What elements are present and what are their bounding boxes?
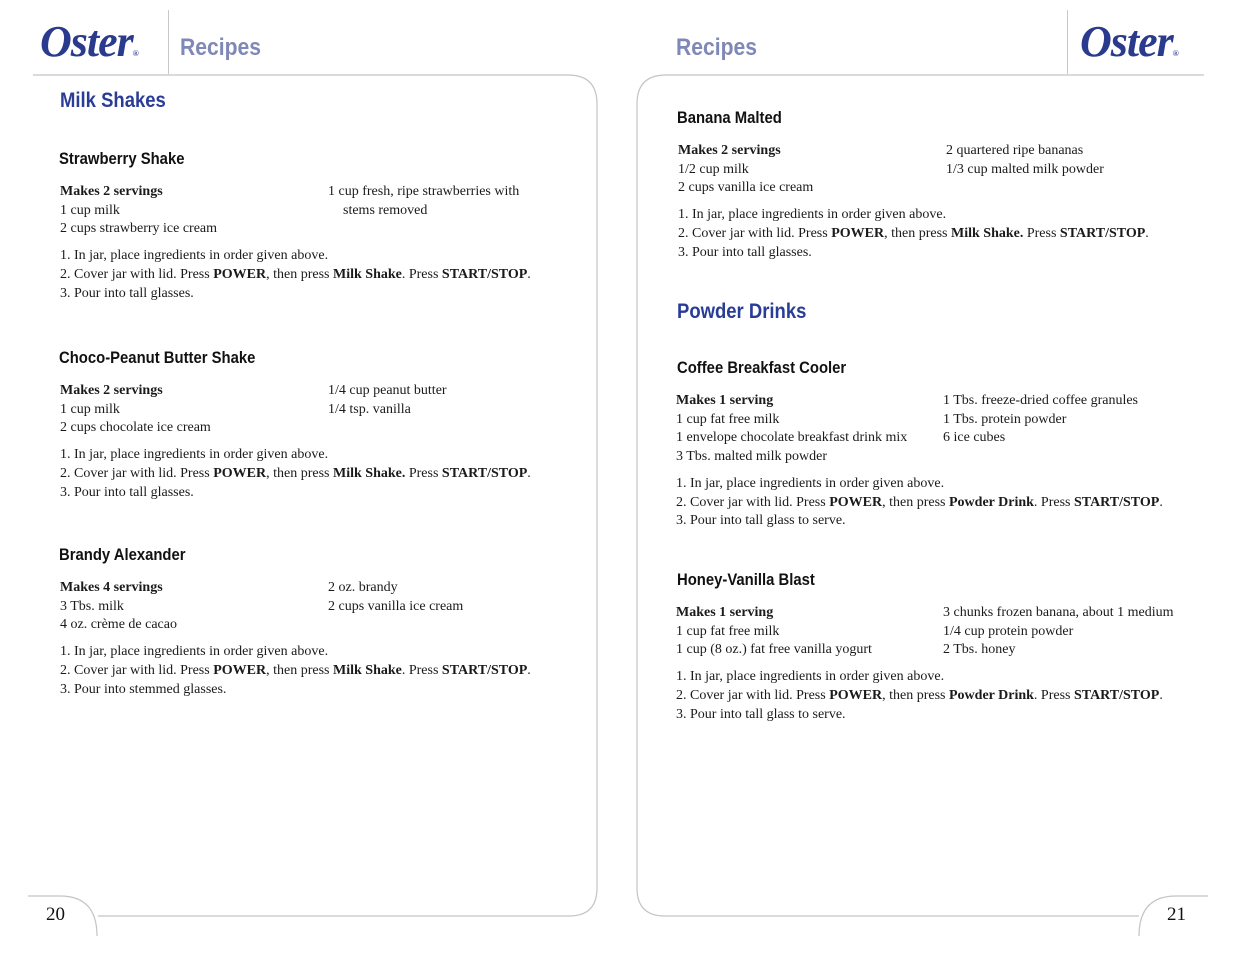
instruction-step: 1. In jar, place ingredients in order given above. [60, 644, 329, 660]
ingredient: 2 oz. brandy [328, 580, 398, 595]
instruction-text: , then press [882, 687, 949, 703]
button-name: Milk Shake [333, 266, 402, 282]
instruction-text: . Press [1033, 687, 1074, 703]
instruction-text: 2. Cover jar with lid. Press [676, 494, 830, 510]
instruction-text: . Press [401, 662, 442, 678]
ingredient: 2 quartered ripe bananas [946, 143, 1084, 158]
instruction-text: , then press [882, 494, 949, 510]
servings-label: Makes 4 servings [60, 580, 163, 595]
ingredient: 4 oz. crème de cacao [60, 617, 177, 633]
instruction-text: . Press [1033, 494, 1074, 510]
ingredient: 2 cups vanilla ice cream [678, 180, 814, 196]
instruction-step: 1. In jar, place ingredients in order given above. [676, 669, 945, 685]
ingredient: 1 cup (8 oz.) fat free vanilla yogurt [676, 642, 872, 658]
button-name: Milk Shake. [333, 465, 406, 481]
oster-logo: Oster® [40, 17, 138, 66]
recipe-title: Honey-Vanilla Blast [677, 571, 815, 589]
button-name: POWER [829, 494, 883, 510]
ingredient: stems removed [343, 202, 428, 218]
ingredient: 2 cups chocolate ice cream [60, 420, 211, 436]
instruction-text: . [1145, 225, 1149, 241]
button-name: Powder Drink [949, 494, 1034, 510]
recipe-title: Brandy Alexander [59, 546, 186, 564]
recipe-title: Coffee Breakfast Cooler [677, 359, 847, 377]
button-name: START/STOP [1059, 225, 1146, 241]
instruction-step: 3. Pour into tall glass to serve. [676, 513, 846, 529]
instruction-text: , then press [266, 662, 333, 678]
ingredient: 1 cup fat free milk [676, 623, 780, 639]
ingredient: 1 cup fresh, ripe strawberries with [328, 184, 520, 199]
instruction-text: . [527, 266, 531, 282]
instruction-step: 1. In jar, place ingredients in order given above. [60, 248, 329, 264]
ingredient: 1 envelope chocolate breakfast drink mix [676, 430, 908, 446]
ingredient: 1 cup milk [60, 202, 120, 218]
button-name: POWER [831, 225, 885, 241]
button-name: POWER [213, 266, 267, 282]
instruction-step: 3. Pour into tall glasses. [678, 244, 812, 260]
servings-label: Makes 2 servings [60, 383, 163, 398]
button-name: START/STOP [441, 465, 528, 481]
instruction-text: 2. Cover jar with lid. Press [60, 465, 214, 481]
instruction-text: Press [405, 465, 442, 481]
button-name: START/STOP [1073, 494, 1160, 510]
recipe-title: Choco-Peanut Butter Shake [59, 349, 256, 367]
page-number: 21 [1167, 904, 1186, 925]
ingredient: 3 chunks frozen banana, about 1 medium [943, 605, 1174, 620]
section-title-powder-drinks: Powder Drinks [677, 300, 807, 323]
instruction-step [676, 494, 1163, 513]
instruction-text: 2. Cover jar with lid. Press [676, 687, 830, 703]
ingredient: 6 ice cubes [943, 430, 1006, 446]
recipe-title: Banana Malted [677, 109, 782, 127]
servings-label: Makes 1 serving [676, 605, 774, 620]
button-name: POWER [213, 465, 267, 481]
button-name: POWER [213, 662, 267, 678]
instruction-step: 1. In jar, place ingredients in order given above. [678, 207, 947, 223]
ingredient: 1/4 cup protein powder [943, 623, 1074, 639]
button-name: START/STOP [441, 266, 528, 282]
ingredient: 3 Tbs. milk [60, 598, 124, 614]
ingredient: 1/2 cup milk [678, 161, 749, 177]
instruction-text: . [1159, 687, 1163, 703]
instruction-text: , then press [884, 225, 951, 241]
instruction-step: 1. In jar, place ingredients in order given above. [60, 447, 329, 463]
instruction-text: . [1159, 494, 1163, 510]
instruction-step [60, 266, 531, 285]
section-title-milk-shakes: Milk Shakes [60, 89, 166, 112]
ingredient: 2 cups vanilla ice cream [328, 598, 464, 614]
instruction-text: , then press [266, 266, 333, 282]
header-title: Recipes [676, 34, 758, 61]
ingredient: 2 cups strawberry ice cream [60, 221, 218, 237]
instruction-text: . [527, 465, 531, 481]
ingredient: 1 cup milk [60, 401, 120, 417]
instruction-step: 3. Pour into tall glasses. [60, 484, 194, 500]
instruction-step [60, 662, 531, 681]
ingredient: 1 Tbs. protein powder [943, 411, 1067, 427]
instruction-text: 2. Cover jar with lid. Press [60, 266, 214, 282]
ingredient: 1 cup fat free milk [676, 411, 780, 427]
header-title: Recipes [180, 34, 262, 61]
recipe-title: Strawberry Shake [59, 150, 185, 168]
instruction-step: 3. Pour into tall glass to serve. [676, 706, 846, 722]
button-name: Milk Shake. [951, 225, 1024, 241]
ingredient: 2 Tbs. honey [943, 642, 1016, 658]
header-divider [1067, 10, 1068, 74]
button-name: START/STOP [1073, 687, 1160, 703]
instruction-step [676, 687, 1163, 706]
ingredient: 1 Tbs. freeze-dried coffee granules [943, 393, 1138, 408]
servings-label: Makes 2 servings [60, 184, 163, 199]
instruction-step [60, 465, 531, 484]
oster-logo: Oster® [1080, 17, 1178, 66]
servings-label: Makes 1 serving [676, 393, 774, 408]
instruction-text: . [527, 662, 531, 678]
instruction-step: 3. Pour into tall glasses. [60, 285, 194, 301]
ingredient: 1/4 tsp. vanilla [328, 401, 411, 417]
instruction-step: 1. In jar, place ingredients in order given above. [676, 475, 945, 491]
instruction-text: 2. Cover jar with lid. Press [60, 662, 214, 678]
header-divider [168, 10, 169, 74]
instruction-text: Press [1023, 225, 1060, 241]
ingredient: 3 Tbs. malted milk powder [676, 449, 827, 465]
instruction-text: . Press [401, 266, 442, 282]
page-number: 20 [46, 904, 65, 925]
instruction-step: 3. Pour into stemmed glasses. [60, 681, 227, 697]
button-name: POWER [829, 687, 883, 703]
servings-label: Makes 2 servings [678, 143, 781, 158]
instruction-step [678, 225, 1149, 244]
button-name: START/STOP [441, 662, 528, 678]
instruction-text: 2. Cover jar with lid. Press [678, 225, 832, 241]
button-name: Powder Drink [949, 687, 1034, 703]
button-name: Milk Shake [333, 662, 402, 678]
ingredient: 1/4 cup peanut butter [328, 383, 447, 398]
ingredient: 1/3 cup malted milk powder [946, 161, 1104, 177]
instruction-text: , then press [266, 465, 333, 481]
